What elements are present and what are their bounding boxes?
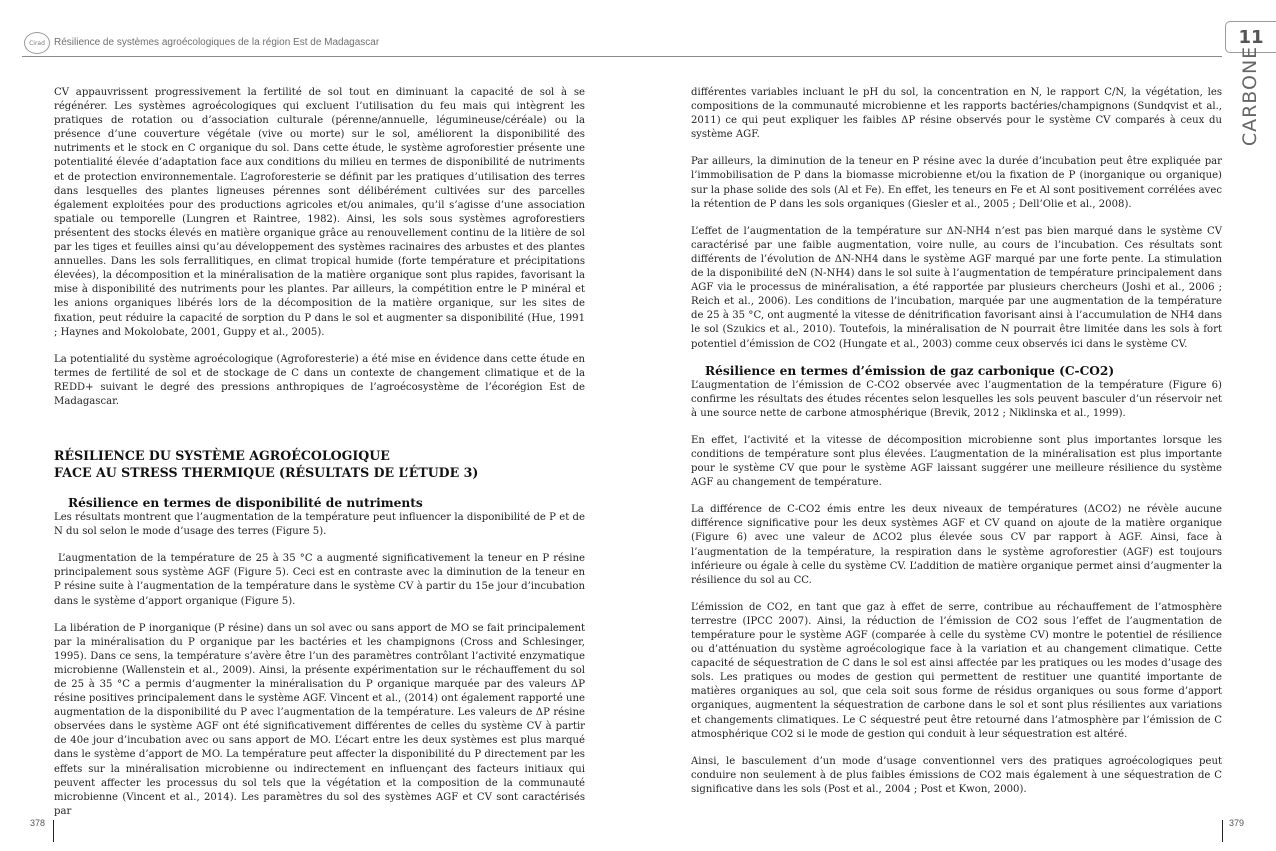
body-paragraph: L’augmentation de l’émission de C-CO2 observée avec l’augmentation de la température (Figure 6) confirme les résultats des études récentes selon lesquelles les sols peuvent basculer d’un réservoir net à une source nette de carbone atmosphérique (Brevik, 2012 ; Niklinska et al., 1999). <box>691 379 1222 419</box>
left-margin-rule <box>53 820 54 842</box>
body-paragraph: La différence de C-CO2 émis entre les deux niveaux de températures (ΔCO2) ne révèle aucune différence significative pour les deux systèmes AGF et CV quand on ajoute de la matière organique (Figure 6) avec une valeur de ΔCO2 plus élevée sous CV par rapport à AGF. Ainsi, face à l’augmentation de la température, la respiration dans le système agroforestier (AGF) est toujours inférieure ou égale à celle du système CV. L’addition de matière organique permet ainsi d’augmenter la résilience du sol au CC. <box>691 504 1222 586</box>
body-paragraph: L’émission de CO2, en tant que gaz à effet de serre, contribue au réchauffement de l’atmosphère terrestre (IPCC 2007). Ainsi, la réduction de l’émission de CO2 sous l’effet de l’augmentation de température pour le système AGF (comparée à celle du système CV) montre le potentiel de résilience ou d’atténuation du système agroécologique face à la variation et au changement climatique. Cette capacité de séquestration de C dans le sol est ainsi affectée par les pratiques ou les modes d’usage des sols. Les pratiques ou modes de gestion qui permettent de restituer une quantité importante de matières organiques au sol, que cela soit sous forme de résidus organiques ou sous forme d’apport organiques, augmentent la séquestration de carbone dans le sol et sont plus résilientes aux variations et changements climatiques. Le C séquestré peut être retourné dans l’atmosphère par l’émission de C atmosphérique CO2 si le mode de gestion qui conduit à leur séquestration est altéré. <box>691 601 1222 740</box>
section-heading-line-1: RÉSILIENCE DU SYSTÈME AGROÉCOLOGIQUE <box>54 448 390 464</box>
body-paragraph: CV appauvrissent progressivement la fertilité de sol tout en diminuant la capacité de sol à se régénérer. Les systèmes agroécologiques qui excluent l’utilisation du feu mais qui intègrent les pratiques de rotation ou d’association culturale (pérenne/annuelle, légumineuse/céréale) ou la présence d’une couverture végétale (vive ou morte) sur le sol, améliorent la disponibilité des nutriments et le stock en C organique du sol. Dans cette étude, le système agroforestier présente une potentialité élevée d’adaptation face aux conditions du milieu en termes de disponibilité de nutriments et de protection environnementale. L’agroforesterie se définit par les pratiques d’utilisation des terres dans lesquelles des plantes ligneuses pérennes sont délibérément cultivées sur des parcelles également exploitées pour des productions agricoles et/ou animales, qu’il s’agisse d’une association spatiale ou temporelle (Lungren et Raintree, 1982). Ainsi, les sols sous systèmes agroforestiers présentent des stocks élevés en matière organique grâce au renouvellement continu de la litière de sol par les tiges et feuilles ainsi qu’au développement des systèmes racinaires des arbustes et des plantes annuelles. Dans les sols ferrallitiques, en climat tropical humide (forte température et précipitations élevées), la décomposition et la minéralisation de la matière organique sont plus rapides, favorisant la mise à disponibilité des nutriments pour les plantes. Par ailleurs, la compétition entre le P minéral et les anions organiques libérés lors de la décomposition de la matière organique, sur les sites de fixation, peut réduire la capacité de sorption du P dans le sol et augmenter sa disponibilité (Hue, 1991 ; Haynes and Mokolobate, 2001, Guppy et al., 2005). <box>54 87 585 338</box>
body-paragraph: L’effet de l’augmentation de la température sur ΔN-NH4 n’est pas bien marqué dans le système CV caractérisé par une faible augmentation, voire nulle, au cours de l’incubation. Ces résultats sont différents de l’évolution de ΔN-NH4 dans le système AGF marqué par une forte pente. La stimulation de la disponibilité deN (N-NH4) dans le sol suite à l’augmentation de température principalement dans AGF via le processus de minéralisation, a été rapportée par plusieurs chercheurs (Joshi et al., 2006 ; Reich et al., 2006). Les conditions de l’incubation, marquée par une augmentation de la température de 25 à 35 °C, ont augmenté la vitesse de dénitrification favorisant ainsi à l’accumulation de NH4 dans le sol (Szukics et al., 2010). Toutefois, la minéralisation de N pourrait être limitée dans les sols à fort potentiel d’émission de CO2 (Hungate et al., 2003) comme ceux observés ici dans le système CV. <box>691 225 1222 350</box>
section-heading-line-2: FACE AU STRESS THERMIQUE (RÉSULTATS DE L’ÉTUDE 3) <box>54 465 479 481</box>
body-paragraph: Par ailleurs, la diminution de la teneur en P résine avec la durée d’incubation peut être expliquée par l’immobilisation de P dans la biomasse microbienne et/ou la fixation de P (inorganique ou organique) sur la phase solide des sols (Al et Fe). En effet, les teneurs en Fe et Al sont positivement corrélées avec la rétention de P dans les sols organiques (Giesler et al., 2005 ; Dell’Olie et al., 2008). <box>691 156 1222 210</box>
left-page-column <box>54 86 585 832</box>
body-paragraph: En effet, l’activité et la vitesse de décomposition microbienne sont plus importantes lorsque les conditions de température sont plus élevées. L’augmentation de la minéralisation est plus importante pour le système CV que pour le système AGF laissant suggérer une meilleure résilience du système AGF au changement de température. <box>691 434 1222 489</box>
running-title: Résilience de systèmes agroécologiques de la région Est de Madagascar <box>54 37 380 48</box>
chapter-number-tab: 11 <box>1225 21 1276 53</box>
chapter-label: CARBONE <box>1239 45 1261 147</box>
subsection-heading: Résilience en termes de disponibilité de nutriments <box>68 496 423 511</box>
section-heading <box>54 447 585 481</box>
right-page-column <box>691 86 1222 810</box>
page-header <box>22 30 1222 57</box>
body-paragraph: Les résultats montrent que l’augmentation de la température peut influencer la disponibilité de P et de N du sol selon le mode d’usage des terres (Figure 5). <box>54 512 585 538</box>
subsection-heading: Résilience en termes d’émission de gaz carbonique (C-CO2) <box>705 363 1115 378</box>
publisher-logo-icon: Cirad <box>24 32 50 54</box>
body-paragraph: La potentialité du système agroécologique (Agroforesterie) a été mise en évidence dans cette étude en termes de fertilité de sol et de stockage de C dans un contexte de changement climatique et de la REDD+ suivant le degré des pressions anthropiques de l’agroécosystème de l’écorégion Est de Madagascar. <box>54 353 585 407</box>
body-paragraph: différentes variables incluant le pH du sol, la concentration en N, le rapport C/N, la végétation, les compositions de la communauté microbienne et les rapports bactéries/champignons (Sundqvist et al., 2011) ce qui peut expliquer les faibles ΔP résine observés pour le système CV comparés à ceux du système AGF. <box>691 87 1222 141</box>
body-paragraph: L’augmentation de la température de 25 à 35 °C a augmenté significativement la teneur en P résine principalement sous système AGF (Figure 5). Ceci est en contraste avec la diminution de la teneur en P résine suite à l’augmentation de la température dans le système CV à partir du 15e jour d’incubation dans le système d’apport organique (Figure 5). <box>54 553 585 607</box>
right-margin-rule <box>1222 820 1223 842</box>
right-page-number: 379 <box>1229 818 1245 828</box>
body-paragraph: La libération de P inorganique (P résine) dans un sol avec ou sans apport de MO se fait principalement par la minéralisation du P organique par les bactéries et les champignons (Cross and Schlesinger, 1995). Dans ce sens, la température s’avère être l’un des paramètres contrôlant l’activité enzymatique microbienne (Wallenstein et al., 2009). Ainsi, la présente expérimentation sur le réchauffement du sol de 25 à 35 °C a permis d’augmenter la minéralisation du P organique marquée par des valeurs ΔP résine positives principalement dans le système AGF. Vincent et al., (2014) ont également rapporté une augmentation de la disponibilité du P avec l’augmentation de la température. Les valeurs de ΔP résine observées dans le système AGF ont été significativement différentes de celles du système CV à partir de 40e jour d’incubation avec ou sans apport de MO. L’écart entre les deux systèmes est plus marqué dans le système d’apport de MO. La température peut affecter la disponibilité du P directement par les effets sur la minéralisation microbienne ou indirectement en influençant des facteurs initiaux qui peuvent affecter les processus du sol tels que la végétation et la composition de la communauté microbienne (Vincent et al., 2014). Les paramètres du sol des systèmes AGF et CV sont caractérisés par <box>54 622 585 817</box>
body-paragraph: Ainsi, le basculement d’un mode d’usage conventionnel vers des pratiques agroécologiques peut conduire non seulement à de plus faibles émissions de CO2 mais également à une séquestration de C significative dans les sols (Post et al., 2004 ; Post et Kwon, 2000). <box>691 755 1222 795</box>
left-page-number: 378 <box>30 818 46 828</box>
